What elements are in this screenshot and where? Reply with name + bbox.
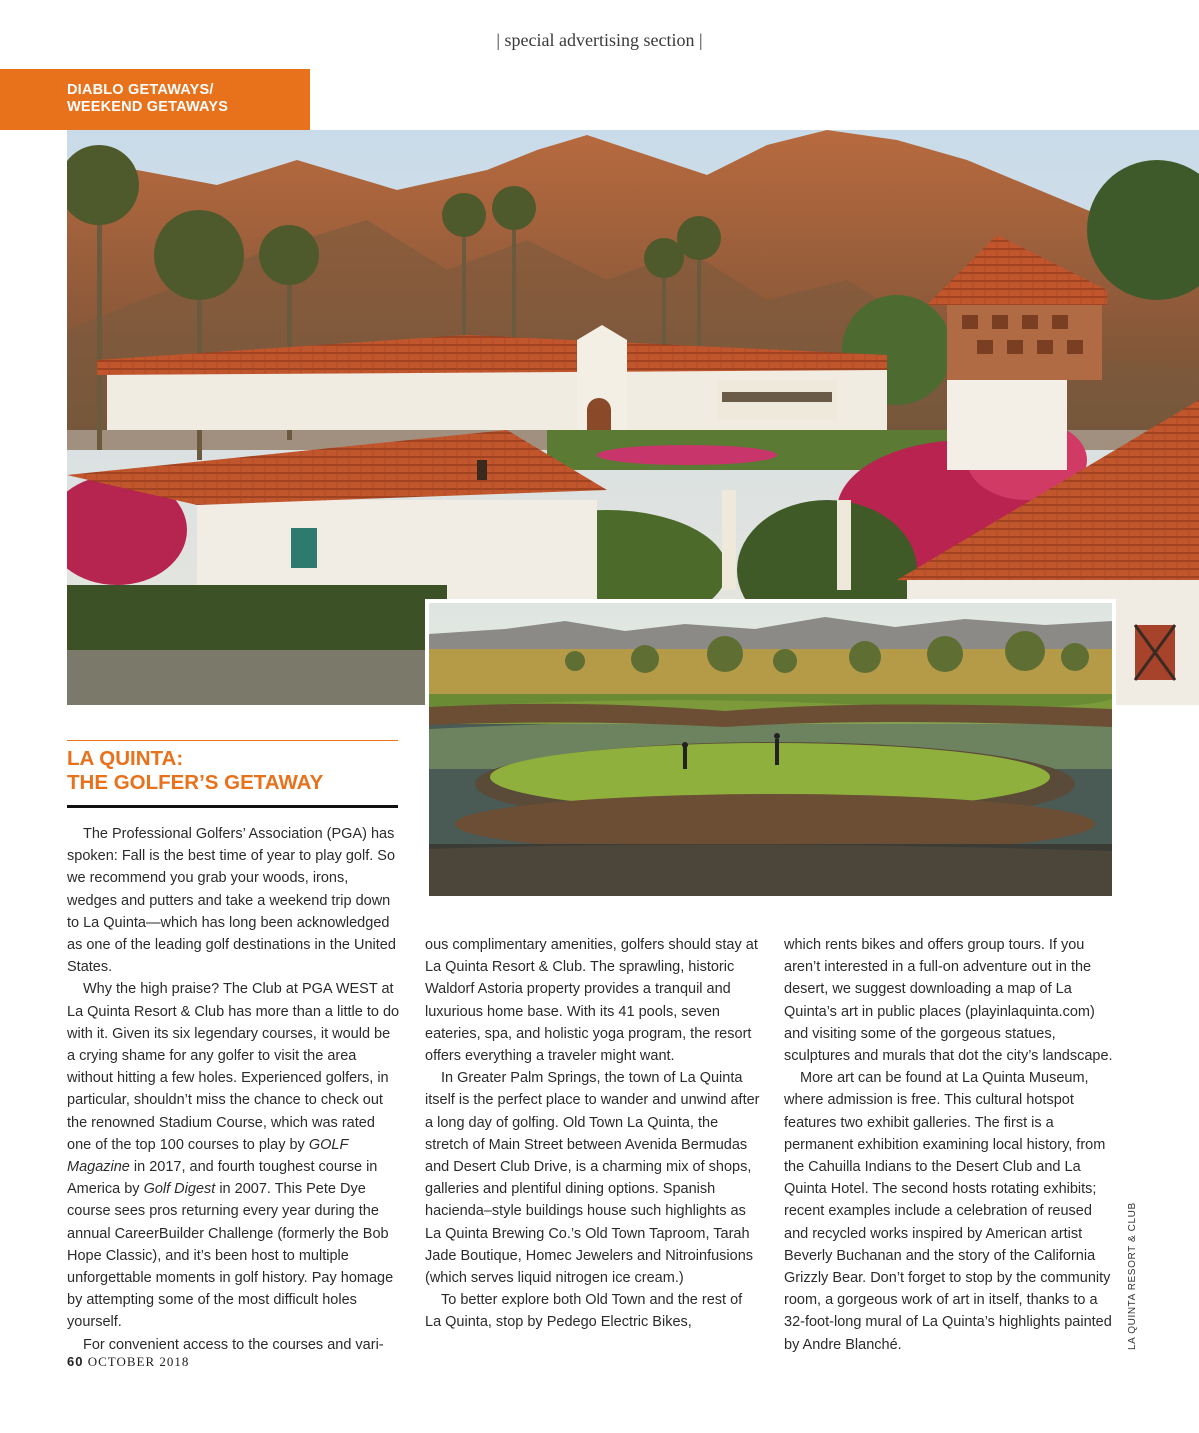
section-tab-line1: DIABLO GETAWAYS/ [67,82,214,98]
paragraph: The Professional Golfers’ Association (PGA) has spoken: Fall is the best time of year to play golf. So we recommend you grab your woods, irons, wedges and putters and take a weekend trip down to La Quinta—which has long been acknowledged as one of the leading golf destinations in the United States. [67,826,396,976]
page-number: 60 [67,1354,84,1369]
magazine-title: GOLF Magazine [67,1136,349,1176]
text-run: in 2007. This Pete Dye course sees pros returning every year during the annual CareerBuilder Challenge (formerly the Bob Hope Classic), and it’s been host to multiple unforgettable moments in golf history. Pay homage by attempting some of the most difficult holes yourself. [67,1181,394,1331]
article-column-3 [784,934,1116,1356]
article-column-2 [425,934,760,1334]
text-run: in 2017, and fourth toughest course in America by [67,1159,378,1198]
paragraph: For convenient access to the courses and vari- [83,1336,384,1353]
paragraph: which rents bikes and offers group tours. If you aren’t interested in a full-on adventure out in the desert, we suggest downloading a map of La Quinta’s art in public places (playinlaquinta.com) and visiting some of the gorgeous statues, sculptures and murals that dot the city’s landscape. [784,937,1113,1065]
headline-line1: LA QUINTA: [67,747,184,770]
section-tab-line2: WEEKEND GETAWAYS [67,99,229,115]
article-column-1 [67,823,400,1356]
section-label: | special advertising section | [496,30,703,50]
photo-credit: LA QUINTA RESORT & CLUB [1127,1202,1138,1350]
headline-rule-bottom [67,805,398,808]
text-run: Why the high praise? The Club at PGA WEST at La Quinta Resort & Club has more than a little to do with it. Given its six legendary courses, it would be a crying shame for any golfer to visit the area without hitting a few holes. Experienced golfers, in particular, shouldn’t miss the chance to check out the renowned Stadium Course, which was rated one of the top 100 courses to play by [67,981,400,1153]
headline-rule-top [67,740,398,741]
magazine-title: Golf Digest [143,1181,216,1198]
paragraph: More art can be found at La Quinta Museum, where admission is free. This cultural hotspot features two exhibit galleries. The first is a permanent exhibition examining local history, from the Cahuilla Indians to the Desert Club and La Quinta Hotel. The second hosts rotating exhibits; recent examples include a celebration of reused and recycled works inspired by American artist Beverly Buchanan and the story of the California Grizzly Bear. Don’t forget to stop by the community room, a gorgeous work of art in itself, thanks to a 32-foot-long mural of La Quinta’s highlights painted by Andre Blanché. [784,1070,1112,1353]
golf-course-photo [425,599,1116,900]
headline-line2: THE GOLFER’S GETAWAY [67,771,324,794]
section-tab [0,69,310,130]
article-headline [67,747,398,795]
page-footer [67,1354,189,1370]
issue-date: OCTOBER 2018 [87,1354,190,1369]
paragraph: To better explore both Old Town and the rest of La Quinta, stop by Pedego Electric Bikes, [425,1292,743,1331]
paragraph: In Greater Palm Springs, the town of La Quinta itself is the perfect place to wander and unwind after a long day of golfing. Old Town La Quinta, the stretch of Main Street between Avenida Bermudas and Desert Club Drive, is a charming mix of shops, galleries and plentiful dining options. Spanish hacienda–style buildings house such highlights as La Quinta Brewing Co.’s Old Town Taproom, Tarah Jade Boutique, Homec Jewelers and Nitroinfusions (which serves liquid nitrogen ice cream.) [425,1070,760,1287]
paragraph: ous complimentary amenities, golfers should stay at La Quinta Resort & Club. The sprawling, historic Waldorf Astoria property provides a tranquil and luxurious home base. With its 41 pools, seven eateries, spa, and holistic yoga program, the resort offers everything a traveler might want. [425,937,758,1065]
paragraph [67,978,400,1333]
